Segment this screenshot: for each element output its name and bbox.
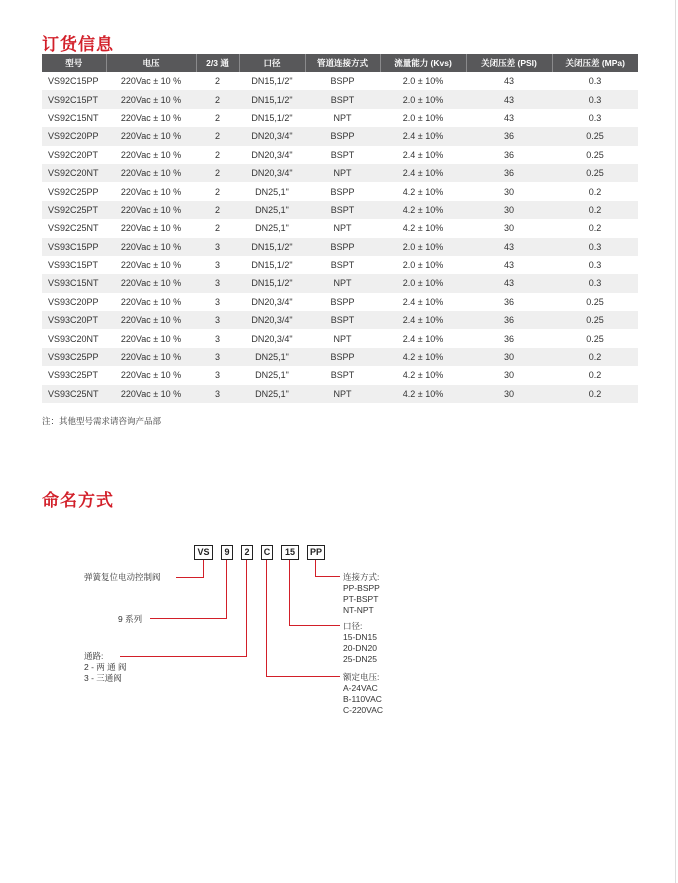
table-header-row (42, 54, 638, 72)
voltage-connector (266, 560, 267, 677)
table-cell: 220Vac ± 10 % (106, 238, 196, 256)
size-connector-h (289, 625, 340, 626)
table-cell: 0.2 (552, 182, 638, 200)
table-cell: 0.3 (552, 109, 638, 127)
table-cell: 36 (466, 293, 552, 311)
table-cell: DN15,1/2" (239, 109, 305, 127)
label-connection: 连接方式: PP-BSPP PT-BSPT NT-NPT (343, 572, 380, 615)
table-cell: 3 (196, 329, 239, 347)
table-row (42, 274, 638, 292)
table-cell: DN20,3/4" (239, 164, 305, 182)
table-cell: DN25,1" (239, 201, 305, 219)
table-cell: 36 (466, 146, 552, 164)
table-cell: 0.2 (552, 201, 638, 219)
column-header: 关闭压差 (MPa) (552, 54, 638, 72)
table-cell: 0.2 (552, 348, 638, 366)
table-cell: 0.25 (552, 329, 638, 347)
column-header: 管道连接方式 (305, 54, 380, 72)
table-row (42, 348, 638, 366)
table-cell: VS93C25PT (42, 366, 106, 384)
table-cell: DN20,3/4" (239, 311, 305, 329)
table-cell: 0.25 (552, 127, 638, 145)
table-cell: 43 (466, 274, 552, 292)
table-cell: BSPP (305, 348, 380, 366)
table-cell: 30 (466, 182, 552, 200)
table-cell: DN25,1" (239, 348, 305, 366)
table-row (42, 164, 638, 182)
table-row (42, 127, 638, 145)
table-cell: 2 (196, 219, 239, 237)
voltage-connector-h (266, 676, 340, 677)
table-cell: 0.2 (552, 366, 638, 384)
table-cell: 0.2 (552, 385, 638, 403)
column-header: 关闭压差 (PSI) (466, 54, 552, 72)
table-cell: VS92C20NT (42, 164, 106, 182)
vs-connector (203, 560, 204, 577)
table-cell: 220Vac ± 10 % (106, 219, 196, 237)
table-cell: 2 (196, 90, 239, 108)
table-cell: VS93C25NT (42, 385, 106, 403)
connection-connector (315, 560, 316, 577)
table-cell: NPT (305, 164, 380, 182)
column-header: 口径 (239, 54, 305, 72)
table-cell: 2.0 ± 10% (380, 274, 466, 292)
table-cell: 220Vac ± 10 % (106, 385, 196, 403)
table-cell: BSPP (305, 72, 380, 90)
table-cell: DN15,1/2" (239, 256, 305, 274)
table-cell: DN25,1" (239, 385, 305, 403)
table-cell: 3 (196, 385, 239, 403)
column-header: 型号 (42, 54, 106, 72)
label-voltage: 额定电压: A-24VAC B-110VAC C-220VAC (343, 672, 383, 715)
code-part-voltage: C (261, 545, 273, 560)
table-cell: DN20,3/4" (239, 329, 305, 347)
table-row (42, 90, 638, 108)
table-cell: BSPT (305, 366, 380, 384)
table-cell: DN20,3/4" (239, 127, 305, 145)
table-cell: BSPT (305, 146, 380, 164)
table-cell: 43 (466, 238, 552, 256)
column-header: 2/3 通 (196, 54, 239, 72)
table-cell: DN15,1/2" (239, 90, 305, 108)
table-cell: 36 (466, 311, 552, 329)
table-cell: 3 (196, 311, 239, 329)
table-cell: 220Vac ± 10 % (106, 293, 196, 311)
table-cell: 2.4 ± 10% (380, 329, 466, 347)
table-cell: VS92C15PT (42, 90, 106, 108)
table-cell: 2 (196, 146, 239, 164)
table-cell: 0.3 (552, 274, 638, 292)
table-cell: 2 (196, 201, 239, 219)
table-cell: 4.2 ± 10% (380, 366, 466, 384)
table-cell: VS92C15NT (42, 109, 106, 127)
table-cell: VS92C25PT (42, 201, 106, 219)
table-cell: DN20,3/4" (239, 293, 305, 311)
table-cell: 2 (196, 72, 239, 90)
order-info-title: 订货信息 (42, 35, 114, 54)
table-cell: 2.0 ± 10% (380, 256, 466, 274)
code-part-series: 9 (221, 545, 233, 560)
table-cell: NPT (305, 109, 380, 127)
table-cell: NPT (305, 329, 380, 347)
table-cell: 2 (196, 182, 239, 200)
table-cell: 3 (196, 366, 239, 384)
table-row (42, 146, 638, 164)
table-cell: 0.25 (552, 293, 638, 311)
table-cell: 2.4 ± 10% (380, 127, 466, 145)
table-cell: NPT (305, 219, 380, 237)
table-cell: BSPT (305, 311, 380, 329)
table-cell: 2.4 ± 10% (380, 293, 466, 311)
table-cell: BSPP (305, 182, 380, 200)
label-vs: 弹簧复位电动控制阀 (84, 572, 161, 582)
table-cell: 220Vac ± 10 % (106, 72, 196, 90)
table-cell: DN15,1/2" (239, 238, 305, 256)
table-cell: 30 (466, 348, 552, 366)
code-part-connection: PP (307, 545, 325, 560)
table-cell: 3 (196, 293, 239, 311)
table-cell: BSPT (305, 201, 380, 219)
table-row (42, 329, 638, 347)
series-connector-h (150, 618, 227, 619)
table-cell: VS93C20PP (42, 293, 106, 311)
table-cell: 0.3 (552, 90, 638, 108)
table-cell: BSPP (305, 293, 380, 311)
table-cell: NPT (305, 385, 380, 403)
table-cell: 220Vac ± 10 % (106, 311, 196, 329)
table-row (42, 366, 638, 384)
table-cell: VS93C15PP (42, 238, 106, 256)
table-cell: 30 (466, 385, 552, 403)
table-row (42, 72, 638, 90)
table-cell: 30 (466, 201, 552, 219)
table-cell: 3 (196, 238, 239, 256)
table-cell: 0.25 (552, 146, 638, 164)
footnote: 注：其他型号需求请咨询产品部 (42, 416, 162, 426)
table-cell: BSPP (305, 127, 380, 145)
table-cell: DN25,1" (239, 366, 305, 384)
table-cell: DN15,1/2" (239, 72, 305, 90)
table-cell: BSPP (305, 238, 380, 256)
page-edge (675, 0, 676, 883)
table-cell: DN20,3/4" (239, 146, 305, 164)
table-cell: BSPT (305, 90, 380, 108)
table-cell: VS93C15NT (42, 274, 106, 292)
table-cell: 0.25 (552, 311, 638, 329)
table-cell: 30 (466, 219, 552, 237)
label-size: 口径: 15-DN15 20-DN20 25-DN25 (343, 621, 378, 664)
table-cell: VS93C20PT (42, 311, 106, 329)
table-cell: DN25,1" (239, 182, 305, 200)
vs-connector-h (176, 577, 204, 578)
table-cell: 2.0 ± 10% (380, 109, 466, 127)
table-cell: 4.2 ± 10% (380, 182, 466, 200)
table-cell: NPT (305, 274, 380, 292)
naming-title: 命名方式 (42, 491, 114, 510)
table-cell: 0.2 (552, 219, 638, 237)
table-cell: 4.2 ± 10% (380, 219, 466, 237)
table-cell: 2.4 ± 10% (380, 146, 466, 164)
table-cell: 220Vac ± 10 % (106, 274, 196, 292)
table-cell: 3 (196, 256, 239, 274)
table-cell: DN15,1/2" (239, 274, 305, 292)
table-cell: 220Vac ± 10 % (106, 90, 196, 108)
column-header: 电压 (106, 54, 196, 72)
connection-connector-h (315, 576, 340, 577)
table-row (42, 109, 638, 127)
table-cell: 220Vac ± 10 % (106, 348, 196, 366)
table-cell: 220Vac ± 10 % (106, 256, 196, 274)
code-part-size: 15 (281, 545, 299, 560)
table-cell: 220Vac ± 10 % (106, 329, 196, 347)
table-cell: VS92C20PT (42, 146, 106, 164)
ways-connector-h (120, 656, 247, 657)
table-cell: 2.0 ± 10% (380, 90, 466, 108)
table-cell: VS93C25PP (42, 348, 106, 366)
table-row (42, 293, 638, 311)
table-cell: VS92C20PP (42, 127, 106, 145)
table-cell: 220Vac ± 10 % (106, 109, 196, 127)
table-cell: 3 (196, 348, 239, 366)
table-cell: 220Vac ± 10 % (106, 164, 196, 182)
table-cell: VS93C15PT (42, 256, 106, 274)
table-cell: 2 (196, 164, 239, 182)
table-cell: 220Vac ± 10 % (106, 127, 196, 145)
table-cell: VS92C25PP (42, 182, 106, 200)
size-connector (289, 560, 290, 626)
table-cell: 2 (196, 127, 239, 145)
table-row (42, 311, 638, 329)
table-cell: 3 (196, 274, 239, 292)
table-cell: 4.2 ± 10% (380, 385, 466, 403)
table-cell: VS92C15PP (42, 72, 106, 90)
table-cell: 4.2 ± 10% (380, 348, 466, 366)
table-cell: 43 (466, 109, 552, 127)
table-row (42, 182, 638, 200)
table-row (42, 385, 638, 403)
table-cell: 36 (466, 329, 552, 347)
table-cell: 2 (196, 109, 239, 127)
table-cell: DN25,1" (239, 219, 305, 237)
table-cell: 2.0 ± 10% (380, 72, 466, 90)
table-cell: 0.3 (552, 238, 638, 256)
table-cell: 43 (466, 256, 552, 274)
table-cell: 2.4 ± 10% (380, 311, 466, 329)
table-cell: 2.4 ± 10% (380, 164, 466, 182)
table-cell: 0.3 (552, 256, 638, 274)
order-table (42, 54, 638, 403)
table-cell: 0.3 (552, 72, 638, 90)
table-cell: VS92C25NT (42, 219, 106, 237)
code-part-vs: VS (194, 545, 213, 560)
table-row (42, 201, 638, 219)
table-cell: 220Vac ± 10 % (106, 182, 196, 200)
table-cell: 4.2 ± 10% (380, 201, 466, 219)
table-row (42, 256, 638, 274)
column-header: 流量能力 (Kvs) (380, 54, 466, 72)
table-cell: 36 (466, 164, 552, 182)
ways-connector (246, 560, 247, 656)
table-cell: 43 (466, 90, 552, 108)
table-cell: BSPT (305, 256, 380, 274)
table-cell: 30 (466, 366, 552, 384)
table-cell: 36 (466, 127, 552, 145)
table-cell: 0.25 (552, 164, 638, 182)
table-row (42, 238, 638, 256)
label-ways: 通路: 2 - 两 通 阀 3 - 三通阀 (84, 651, 127, 683)
label-series: 9 系列 (118, 614, 143, 624)
code-part-ways: 2 (241, 545, 253, 560)
table-cell: 43 (466, 72, 552, 90)
table-cell: 2.0 ± 10% (380, 238, 466, 256)
table-cell: 220Vac ± 10 % (106, 146, 196, 164)
table-cell: VS93C20NT (42, 329, 106, 347)
table-cell: 220Vac ± 10 % (106, 366, 196, 384)
table-cell: 220Vac ± 10 % (106, 201, 196, 219)
series-connector (226, 560, 227, 619)
table-row (42, 219, 638, 237)
